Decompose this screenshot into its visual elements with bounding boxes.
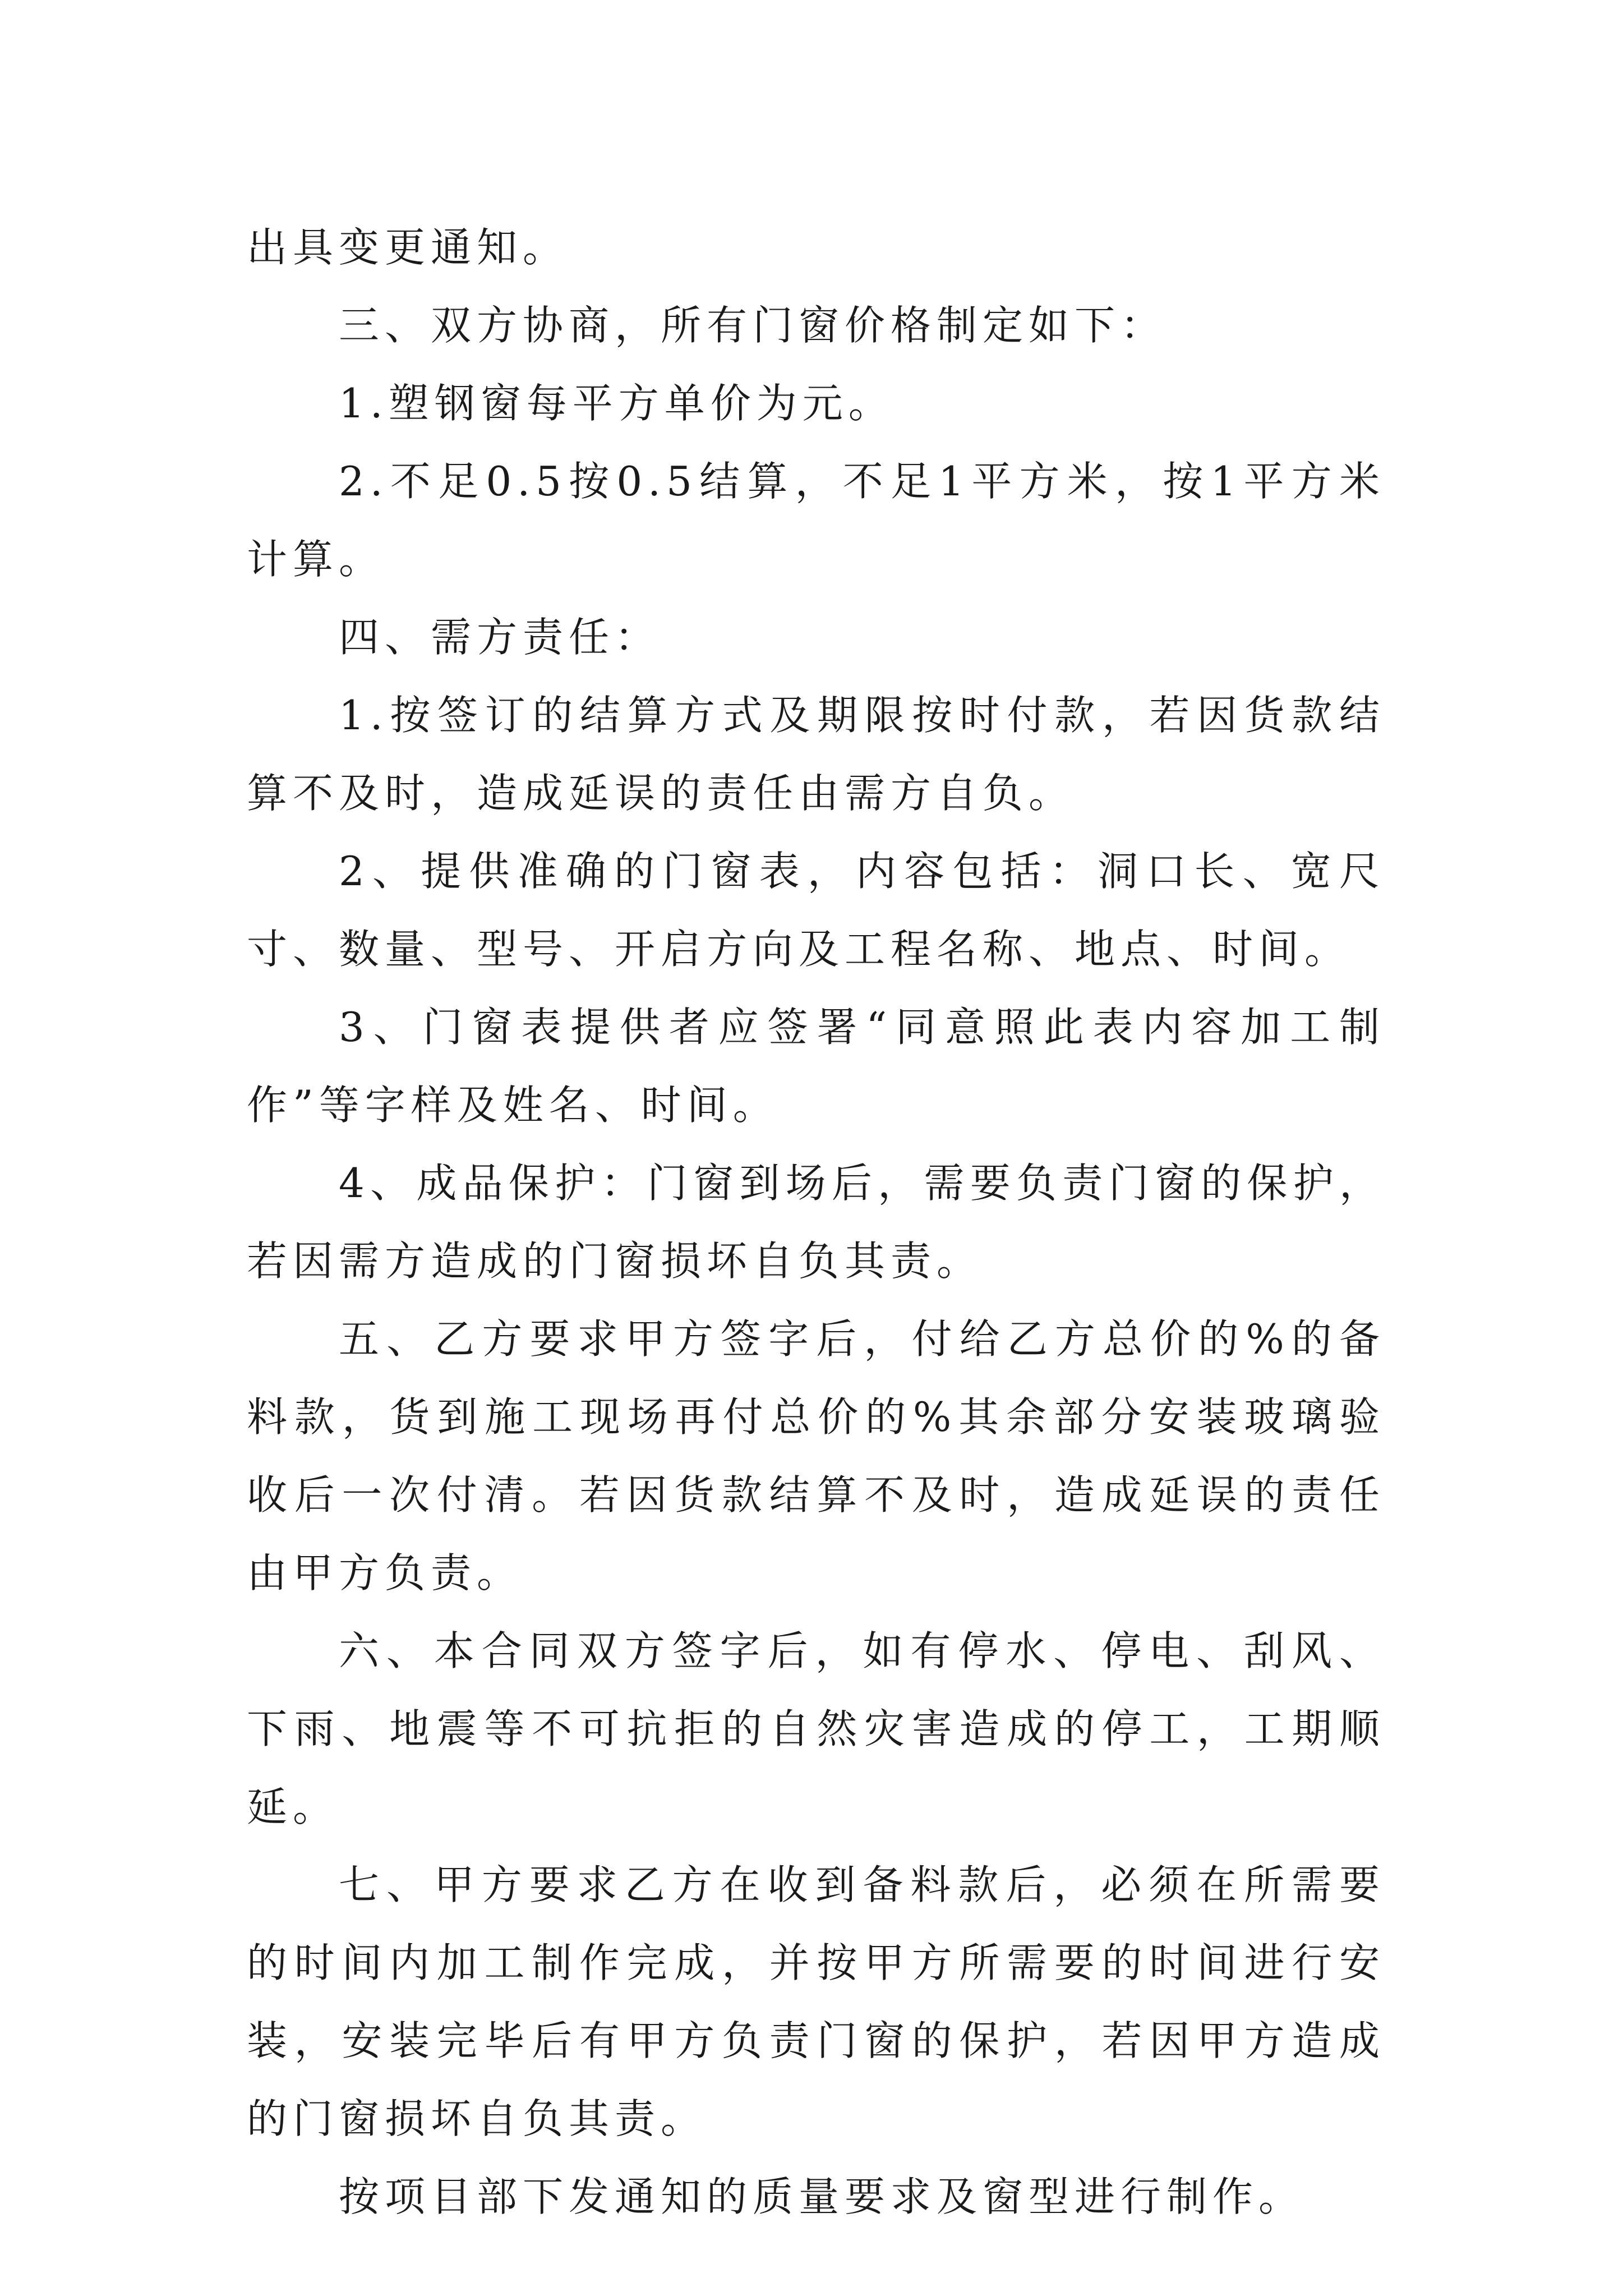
section-five-clause: 五、乙方要求甲方签字后，付给乙方总价的%的备料款，货到施工现场再付总价的%其余部分安装玻璃验收后一次付清。若因货款结算不及时，造成延误的责任由甲方负责。 xyxy=(247,1315,1385,1596)
buyer-duty-3: 3、门窗表提供者应签署“同意照此表内容加工制作”等字样及姓名、时间。 xyxy=(247,1004,1385,1129)
paragraph-continuation: 出具变更通知。 xyxy=(247,224,569,271)
buyer-duty-2: 2、提供准确的门窗表，内容包括：洞口长、宽尺寸、数量、型号、开启方向及工程名称、地点、时间。 xyxy=(247,848,1385,973)
section-three-heading: 三、双方协商，所有门窗价格制定如下： xyxy=(339,302,1167,349)
buyer-duty-1: 1.按签订的结算方式及期限按时付款，若因货款结算不及时，造成延误的责任由需方自负。 xyxy=(247,692,1385,817)
document-body xyxy=(247,209,1385,2236)
pricing-item-2: 2.不足0.5按0.5结算，不足1平方米，按1平方米计算。 xyxy=(247,458,1385,583)
quality-requirement-clause: 按项目部下发通知的质量要求及窗型进行制作。 xyxy=(339,2173,1305,2220)
section-four-heading: 四、需方责任： xyxy=(339,614,661,661)
section-six-clause: 六、本合同双方签字后，如有停水、停电、刮风、下雨、地震等不可抗拒的自然灾害造成的停工，工期顺延。 xyxy=(247,1627,1385,1830)
section-seven-clause: 七、甲方要求乙方在收到备料款后，必须在所需要的时间内加工制作完成，并按甲方所需要的时间进行安装，安装完毕后有甲方负责门窗的保护，若因甲方造成的门窗损坏自负其责。 xyxy=(247,1861,1385,2142)
pricing-item-1: 1.塑钢窗每平方单价为元。 xyxy=(339,380,895,427)
buyer-duty-4: 4、成品保护：门窗到场后，需要负责门窗的保护，若因需方造成的门窗损坏自负其责。 xyxy=(247,1159,1385,1285)
